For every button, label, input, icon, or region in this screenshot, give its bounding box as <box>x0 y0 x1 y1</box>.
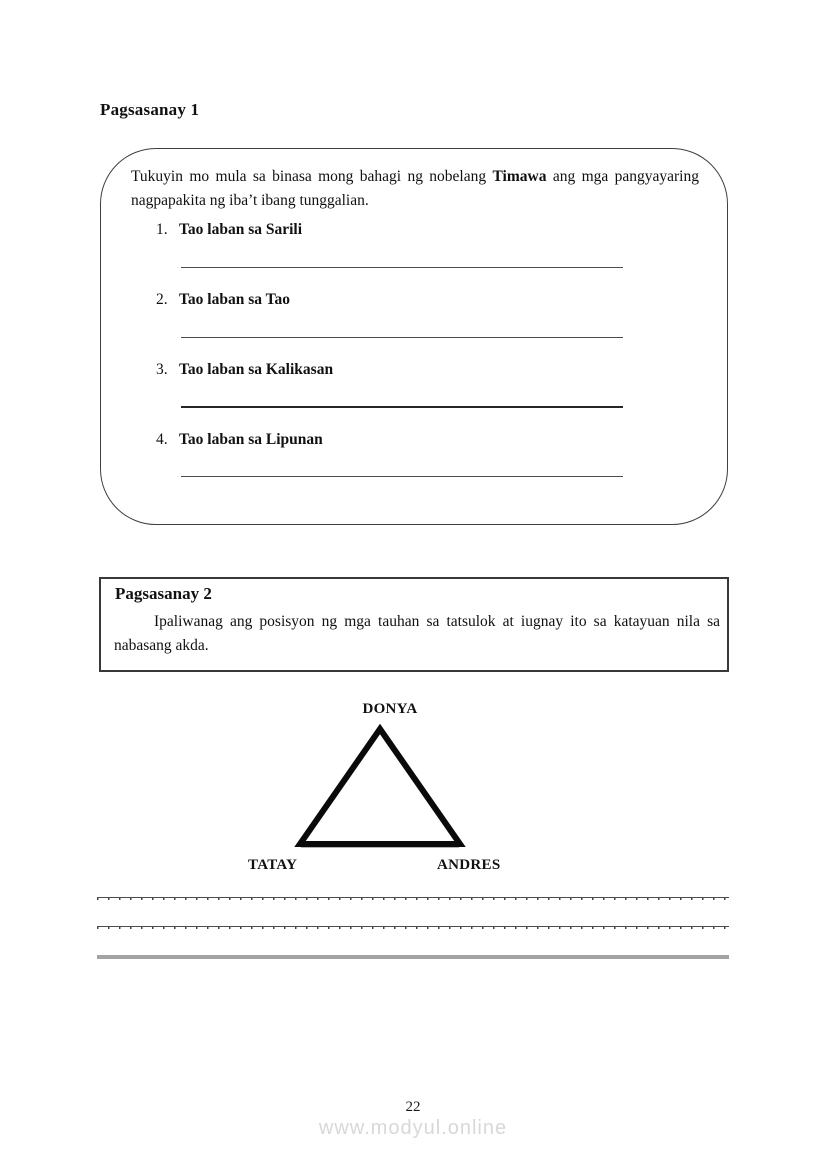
triangle-bottom-left-label: TATAY <box>248 857 298 873</box>
exercise2-box <box>99 577 729 672</box>
item-number: 1. <box>156 221 168 238</box>
exercise2-title: Pagsasanay 2 <box>115 584 212 603</box>
item-label: Tao laban sa Tao <box>179 291 291 308</box>
exercise1-title: Pagsasanay 1 <box>100 100 200 119</box>
list-item-2 <box>156 291 290 309</box>
item-number: 3. <box>156 361 168 378</box>
writing-line-thick-gray <box>97 955 729 959</box>
item-number: 4. <box>156 431 168 448</box>
answer-blank-line-1 <box>181 267 623 268</box>
answer-blank-line-4 <box>181 476 623 477</box>
exercise2-instructions: Ipaliwanag ang posisyon ng mga tauhan sa tatsulok at iugnay ito sa katayuan nila sa nabasang akda. <box>114 613 720 654</box>
triangle-top-label: DONYA <box>362 701 418 717</box>
writing-line-1 <box>97 897 729 898</box>
instructions-part2: ang mga pangyayaring nagpapakita ng iba’t ibang tunggalian. <box>131 168 699 209</box>
exercise1-rounded-box <box>100 148 728 525</box>
writing-line-2 <box>97 926 729 927</box>
item-label: Tao laban sa Kalikasan <box>179 361 334 378</box>
item-number: 2. <box>156 291 168 308</box>
triangle-shape <box>293 722 467 852</box>
triangle-bottom-right-label: ANDRES <box>437 857 501 873</box>
exercise1-instructions <box>131 165 699 213</box>
novel-title-bold: Timawa <box>492 168 547 185</box>
list-item-1 <box>156 221 302 239</box>
instructions-part1: Tukuyin mo mula sa binasa mong bahagi ng nobelang <box>131 168 493 185</box>
page-number: 22 <box>405 1099 421 1115</box>
item-label: Tao laban sa Lipunan <box>179 431 323 448</box>
answer-blank-line-2 <box>181 337 623 338</box>
watermark-text: www.modyul.online <box>318 1117 508 1139</box>
item-label: Tao laban sa Sarili <box>179 221 303 238</box>
list-item-4 <box>156 431 323 449</box>
answer-blank-line-3 <box>181 406 623 408</box>
list-item-3 <box>156 361 333 379</box>
